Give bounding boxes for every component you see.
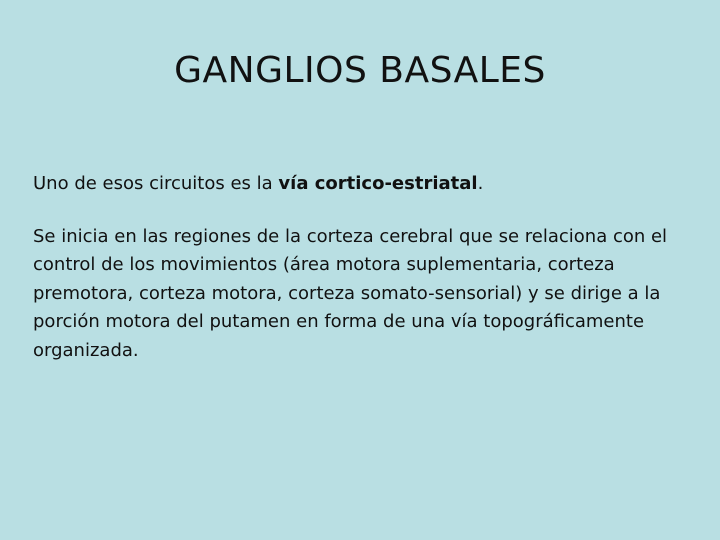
description-paragraph: Se inicia en las regiones de la corteza cerebral que se relaciona con el control de los movimientos (área motora suplementaria, corteza premotora, corteza motora, corteza somato-sensorial) y se dirige a la porción motora del putamen en forma de una vía topográficamente organizada.	[33, 225, 668, 361]
intro-paragraph	[33, 170, 673, 199]
pathway-name: vía cortico-estriatal	[278, 173, 478, 194]
slide-title: GANGLIOS BASALES	[174, 50, 546, 91]
intro-text: Uno de esos circuitos es la	[33, 173, 279, 194]
slide-body	[33, 170, 673, 365]
intro-period: .	[477, 173, 484, 194]
